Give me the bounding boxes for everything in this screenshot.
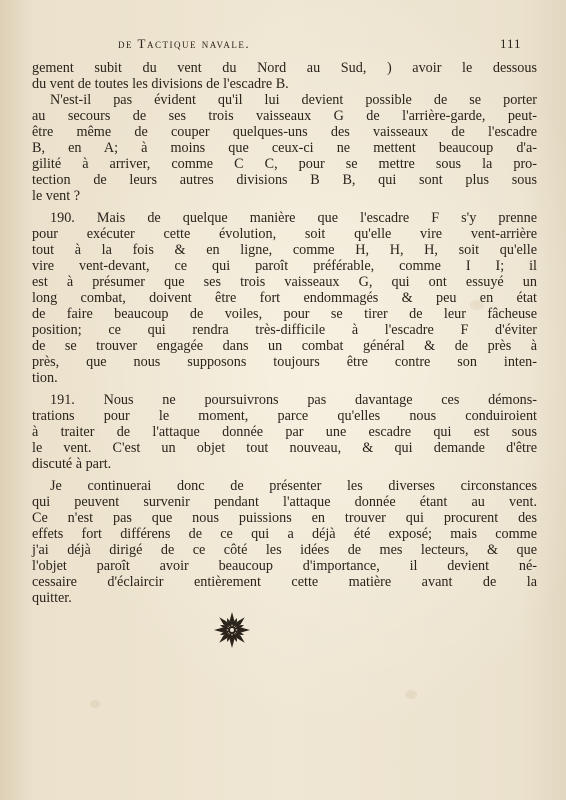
text-line: cessaire d'éclaircir entièrement cette matière avant de la xyxy=(32,574,537,590)
running-title: de Tactique navale. xyxy=(118,36,251,51)
text-line: qui peuvent survenir pendant l'attaque donnée étant au vent. xyxy=(32,494,537,510)
page-number: 111 xyxy=(500,36,522,51)
body-text xyxy=(32,60,537,606)
text-line: tion. xyxy=(32,370,58,386)
text-line: Ce n'est pas que nous puissions en trouver qui procurent des xyxy=(32,510,537,526)
text-line: trations pour le moment, parce qu'elles nous conduiroient xyxy=(32,408,537,424)
text-line: effets fort différens de ce qui a déjà été exposé; mais comme xyxy=(32,526,537,542)
text-line: de se trouver engagée dans un combat général & de près à xyxy=(32,338,537,354)
text-line: long combat, doivent être fort endommagés & peu en état xyxy=(32,290,537,306)
text-line: quitter. xyxy=(32,590,72,606)
text-line: gement subit du vent du Nord au Sud, ) avoir le dessous xyxy=(32,60,537,76)
text-line: au secours de ses trois vaisseaux G de l'arrière-garde, peut- xyxy=(32,108,537,124)
text-line: l'objet paroît avoir beaucoup d'importance, il devient né- xyxy=(32,558,537,574)
text-line: à traiter de l'attaque donnée par une escadre qui est sous xyxy=(32,424,537,440)
text-line: 190. Mais de quelque manière que l'escadre F s'y prenne xyxy=(50,210,537,226)
foxing-spot xyxy=(405,690,417,699)
text-line: de faire beaucoup de voiles, pour se tirer de leur fâcheuse xyxy=(32,306,537,322)
text-line: Je continuerai donc de présenter les diverses circonstances xyxy=(50,478,537,494)
text-line: vire vent-devant, ce qui paroît préférable, comme I I; il xyxy=(32,258,537,274)
text-line: discuté à part. xyxy=(32,456,112,472)
text-line: N'est-il pas évident qu'il lui devient possible de se porter xyxy=(50,92,537,108)
text-line: être même de couper quelques-uns des vaisseaux de l'escadre xyxy=(32,124,537,140)
text-line: du vent de toutes les divisions de l'escadre B. xyxy=(32,76,289,92)
text-line: le vent. C'est un objet tout nouveau, & qui demande d'être xyxy=(32,440,537,456)
foxing-spot xyxy=(90,700,100,708)
fleuron-ornament-icon xyxy=(212,610,252,650)
text-line: le vent ? xyxy=(32,188,81,204)
text-line: position; ce qui rendra très-difficile à l'escadre F d'éviter xyxy=(32,322,537,338)
text-line: est à présumer que ses trois vaisseaux G, qui ont essuyé un xyxy=(32,274,537,290)
text-line: 191. Nous ne poursuivrons pas davantage ces démons- xyxy=(50,392,537,408)
text-line: pour exécuter cette évolution, soit qu'elle vire vent-arrière xyxy=(32,226,537,242)
text-line: j'ai déjà dirigé de ce côté les idées de mes lecteurs, & que xyxy=(32,542,537,558)
text-line: gilité à arriver, comme C C, pour se mettre sous la pro- xyxy=(32,156,537,172)
text-line: près, que nous supposons toujours être contre son inten- xyxy=(32,354,537,370)
text-line: B, en A; à moins que ceux-ci ne mettent beaucoup d'a- xyxy=(32,140,537,156)
text-line: tection de leurs autres divisions B B, qui sont plus sous xyxy=(32,172,537,188)
text-line: tout à la fois & en ligne, comme H, H, H, soit qu'elle xyxy=(32,242,537,258)
